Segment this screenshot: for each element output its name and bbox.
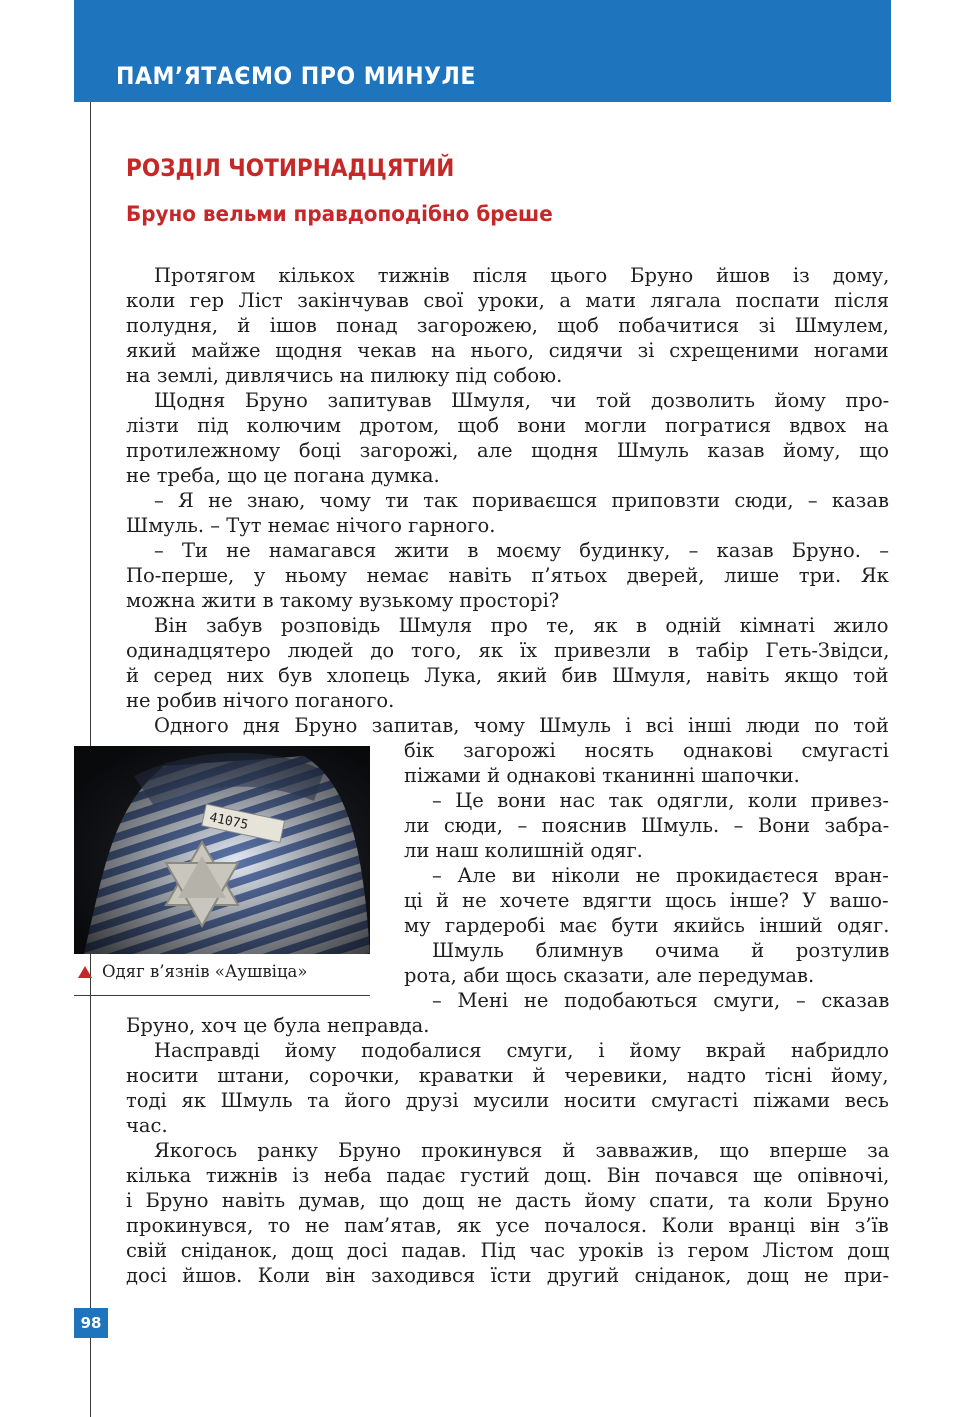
text-line: лізти під колючим дротом, щоб вони могли погратися вдвох на: [126, 414, 889, 437]
triangle-marker-icon: [78, 966, 92, 978]
text-line: одинадцятеро людей до того, як їх привезли в табір Геть-Звідси,: [126, 639, 890, 662]
text-line: не робив нічого поганого.: [126, 689, 395, 712]
text-line: бік загорожі носять однакові смугасті: [404, 739, 889, 762]
text-line: протилежному боці загорожі, але щодня Шмуль казав йому, що: [126, 439, 890, 462]
section-header-title: ПАМ’ЯТАЄМО ПРО МИНУЛЕ: [116, 62, 476, 90]
text-line: тоді як Шмуль та його друзі мусили носити смугасті піжами весь: [126, 1089, 889, 1112]
text-line: прокинувся, то не пам’ятав, як усе почалося. Коли вранці він з’їв: [126, 1214, 889, 1237]
text-line: Щодня Бруно запитував Шмуля, чи той дозволить йому про-: [154, 389, 890, 412]
text-line: свій сніданок, дощ досі падав. Під час уроків із гером Лістом дощ: [126, 1239, 890, 1262]
text-line: й серед них був хлопець Лука, який бив Шмуля, навіть якщо той: [126, 664, 889, 687]
text-line: – Мені не подобаються смуги, – сказав: [432, 989, 890, 1012]
text-line: Насправді йому подобалися смуги, і йому вкрай набридло: [154, 1039, 889, 1062]
text-line: не треба, що це погана думка.: [126, 464, 440, 487]
text-line: Шмуль блимнув очима й розтулив: [432, 939, 890, 962]
page-number: 98: [74, 1308, 108, 1338]
text-line: і Бруно навіть думав, що дощ не дасть йому спати, та коли Бруно: [126, 1189, 890, 1212]
text-line: носити штани, сорочки, краватки й черевики, надто тісні йому,: [126, 1064, 889, 1087]
text-line: можна жити в такому вузькому просторі?: [126, 589, 560, 612]
text-line: який майже щодня чекав на нього, сидячи зі схрещеними ногами: [126, 339, 889, 362]
text-line: – Але ви ніколи не прокидаєтеся вран-: [432, 864, 889, 887]
text-line: ці й не хочете вдягти щось інше? У вашо-: [404, 889, 889, 912]
text-line: Він забув розповідь Шмуля про те, як в одній кімнаті жило: [154, 614, 889, 637]
text-line: Протягом кількох тижнів після цього Бруно йшов із дому,: [154, 264, 890, 287]
text-line: час.: [126, 1114, 168, 1137]
figure-caption-text: Одяг в’язнів «Аушвіца»: [102, 962, 308, 981]
chapter-title: РОЗДІЛ ЧОТИРНАДЦЯТИЙ: [126, 154, 455, 182]
text-line: Бруно, хоч це була неправда.: [126, 1014, 430, 1037]
text-line: рота, аби щось сказати, але передумав.: [404, 964, 815, 987]
text-line: Якогось ранку Бруно прокинувся й завважив, що вперше за: [154, 1139, 890, 1162]
text-line: – Ти не намагався жити в моєму будинку, – казав Бруно. –: [154, 539, 889, 562]
text-line: Одного дня Бруно запитав, чому Шмуль і всі інші люди по той: [154, 714, 889, 737]
text-line: на землі, дивлячись на пилюку під собою.: [126, 364, 563, 387]
text-line: коли гер Ліст закінчував свої уроки, а мати лягала поспати після: [126, 289, 889, 312]
text-line: Шмуль. – Тут немає нічого гарного.: [126, 514, 496, 537]
text-line: досі йшов. Коли він заходився їсти другий сніданок, дощ не при-: [126, 1264, 890, 1287]
caption-rule: [74, 995, 370, 996]
text-line: полудня, й ішов понад загорожею, щоб побачитися зі Шмулем,: [126, 314, 889, 337]
text-line: піжами й однакові тканинні шапочки.: [404, 764, 800, 787]
text-line: ли наш колишній одяг.: [404, 839, 643, 862]
text-line: – Я не знаю, чому ти так пориваєшся приповзти сюди, – казав: [154, 489, 889, 512]
figure-caption: [78, 962, 308, 981]
text-line: ли сюди, – пояснив Шмуль. – Вони забра-: [404, 814, 890, 837]
prisoner-number-tag: 41075: [208, 810, 250, 834]
text-line: – Це вони нас так одягли, коли привез-: [432, 789, 889, 812]
text-line: му гардеробі має бути якийсь інший одяг.: [404, 914, 890, 937]
text-line: По-перше, у ньому немає навіть п’ятьох дверей, лише три. Як: [126, 564, 889, 587]
prisoner-uniform-photo: [74, 746, 370, 954]
text-line: кілька тижнів із неба падає густий дощ. Він почався ще опівночі,: [126, 1164, 890, 1187]
chapter-subtitle: Бруно вельми правдоподібно бреше: [126, 202, 553, 226]
